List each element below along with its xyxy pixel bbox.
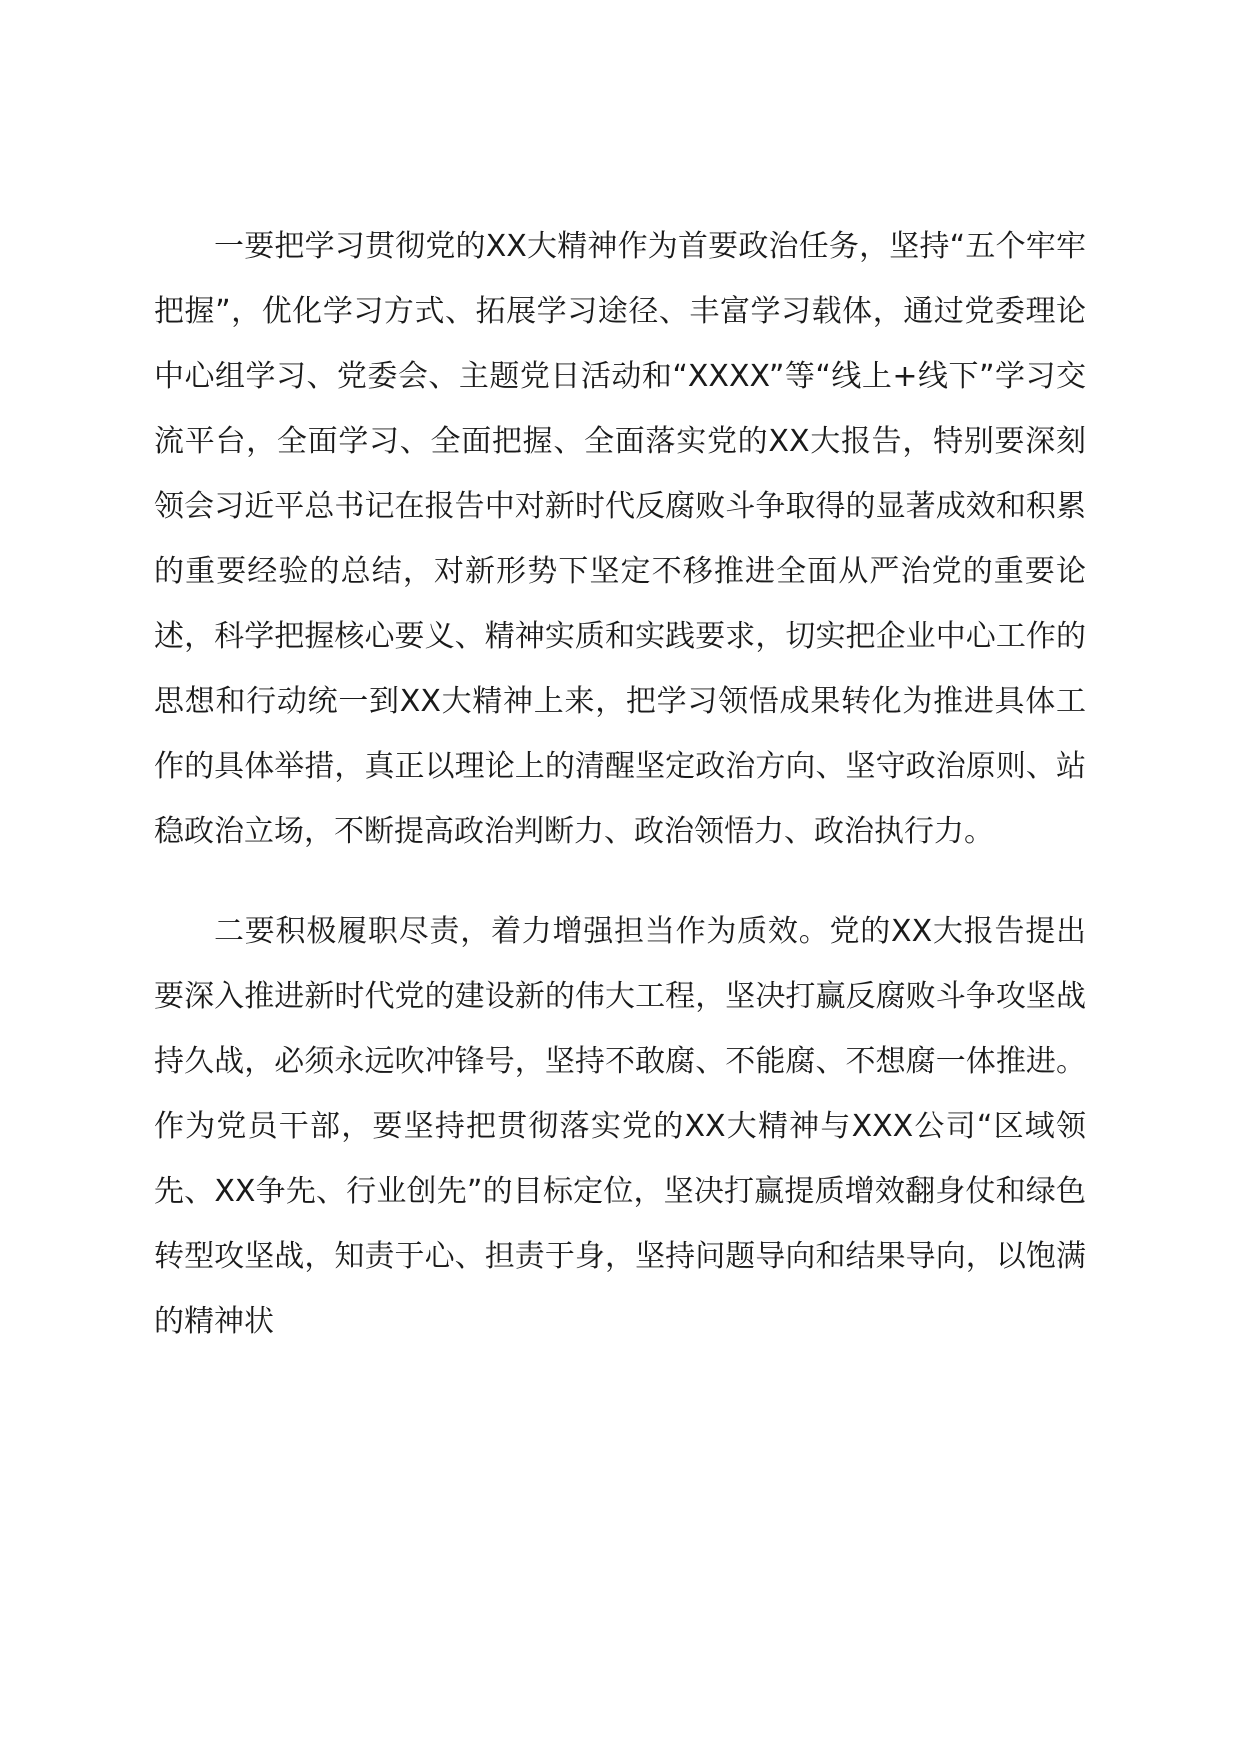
paragraph-fulfill-duties: 二要积极履职尽责，着力增强担当作为质效。党的XX大报告提出要深入推进新时代党的建设新的伟大工程，坚决打赢反腐败斗争攻坚战持久战，必须永远吹冲锋号，坚持不敢腐、不能腐、不想腐一体推进。作为党员干部，要坚持把贯彻落实党的XX大精神与XXX公司“区域领先、XX争先、行业创先”的目标定位，坚决打赢提质增效翻身仗和绿色转型攻坚战，知责于心、担责于身，坚持问题导向和结果导向，以饱满的精神状 [154,914,1086,1339]
document-body [154,214,1086,1354]
paragraph-study-implementation: 一要把学习贯彻党的XX大精神作为首要政治任务，坚持“五个牢牢把握”，优化学习方式、拓展学习途径、丰富学习载体，通过党委理论中心组学习、党委会、主题党日活动和“XXXX”等“线上+线下”学习交流平台，全面学习、全面把握、全面落实党的XX大报告，特别要深刻领会习近平总书记在报告中对新时代反腐败斗争取得的显著成效和积累的重要经验的总结，对新形势下坚定不移推进全面从严治党的重要论述，科学把握核心要义、精神实质和实践要求，切实把企业中心工作的思想和行动统一到XX大精神上来，把学习领悟成果转化为推进具体工作的具体举措，真正以理论上的清醒坚定政治方向、坚守政治原则、站稳政治立场，不断提高政治判断力、政治领悟力、政治执行力。 [154,229,1086,849]
